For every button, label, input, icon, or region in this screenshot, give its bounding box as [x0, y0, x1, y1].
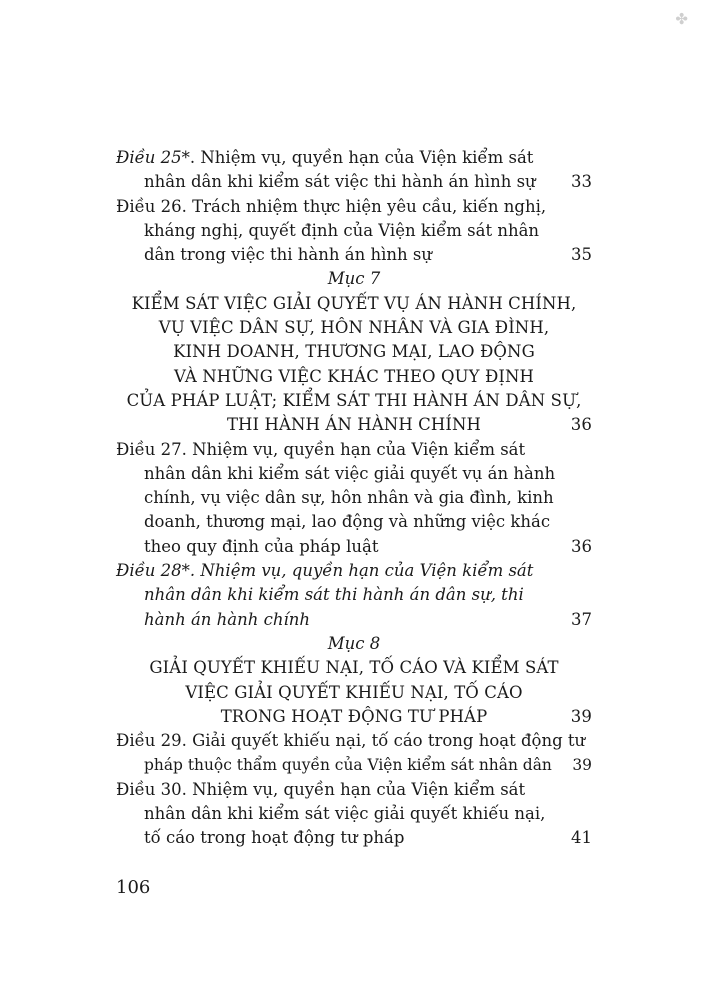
toc-text: hành án hành chính	[144, 609, 311, 629]
watermark-icon: ✤	[675, 10, 688, 28]
toc-line	[116, 535, 592, 559]
page-ref: 33	[571, 172, 592, 192]
toc-text: tố cáo trong hoạt động tư pháp	[144, 828, 405, 848]
toc-text: nhân dân khi kiểm sát việc giải quyết khiếu nại,	[144, 804, 546, 824]
toc-text: Điều 26. Trách nhiệm thực hiện yêu cầu, kiến nghị,	[116, 196, 547, 216]
toc-line	[116, 608, 592, 632]
toc-line	[116, 195, 592, 219]
table-of-contents	[116, 146, 592, 851]
toc-text: pháp thuộc thẩm quyền của Viện kiểm sát nhân dân	[144, 756, 552, 775]
toc-text: dân trong việc thi hành án hình sự	[144, 245, 432, 265]
toc-line	[116, 583, 592, 607]
section-heading-line: KIỂM SÁT VIỆC GIẢI QUYẾT VỤ ÁN HÀNH CHÍNH,	[131, 293, 577, 313]
toc-text: TRONG HOẠT ĐỘNG TƯ PHÁP	[220, 706, 488, 726]
toc-text: Điều 27. Nhiệm vụ, quyền hạn của Viện kiểm sát	[116, 439, 526, 459]
section-heading-line: VÀ NHỮNG VIỆC KHÁC THEO QUY ĐỊNH	[173, 366, 535, 386]
toc-text: nhân dân khi kiểm sát việc thi hành án hình sự	[144, 172, 536, 192]
section-heading-line: CỦA PHÁP LUẬT; KIỂM SÁT THI HÀNH ÁN DÂN SỰ,	[126, 390, 582, 410]
section-heading-line	[116, 705, 592, 729]
toc-text: Điều 28*. Nhiệm vụ, quyền hạn của Viện kiểm sát	[116, 561, 534, 581]
toc-text: nhân dân khi kiểm sát thi hành án dân sự, thi	[144, 585, 524, 605]
toc-line	[116, 438, 592, 462]
section-heading-line: VỤ VIỆC DÂN SỰ, HÔN NHÂN VÀ GIA ĐÌNH,	[158, 318, 550, 338]
toc-line	[116, 559, 592, 583]
toc-line	[116, 219, 592, 243]
page-ref: 41	[571, 828, 592, 848]
toc-line	[116, 753, 592, 777]
article-label: Điều 25*	[116, 148, 190, 167]
toc-line	[116, 146, 592, 170]
page-ref: 39	[572, 756, 592, 775]
toc-line	[116, 778, 592, 802]
toc-line	[116, 826, 592, 850]
section-heading-line: VIỆC GIẢI QUYẾT KHIẾU NẠI, TỐ CÁO	[185, 682, 523, 702]
toc-text: . Nhiệm vụ, quyền hạn của Viện kiểm sát	[189, 148, 534, 167]
toc-text: chính, vụ việc dân sự, hôn nhân và gia đình, kinh	[144, 488, 554, 508]
toc-line	[116, 802, 592, 826]
toc-text: nhân dân khi kiểm sát việc giải quyết vụ án hành	[144, 463, 556, 483]
section-heading-line: GIẢI QUYẾT KHIẾU NẠI, TỐ CÁO VÀ KIỂM SÁT	[149, 658, 559, 678]
toc-line	[116, 462, 592, 486]
toc-text: THI HÀNH ÁN HÀNH CHÍNH	[226, 415, 482, 435]
toc-text: theo quy định của pháp luật	[144, 536, 379, 556]
page-ref: 39	[570, 706, 592, 726]
toc-line	[116, 243, 592, 267]
page-ref: 36	[570, 415, 592, 435]
section-label: Mục 8	[327, 633, 381, 653]
section-heading-line	[116, 413, 592, 437]
page-ref: 37	[571, 609, 592, 629]
section-label: Mục 7	[327, 269, 381, 289]
toc-line	[116, 170, 592, 194]
toc-text: Điều 30. Nhiệm vụ, quyền hạn của Viện kiểm sát	[116, 779, 526, 799]
page-ref: 36	[571, 536, 592, 556]
toc-line	[116, 486, 592, 510]
page-number: 106	[116, 877, 151, 898]
toc-text: kháng nghị, quyết định của Viện kiểm sát nhân	[144, 220, 540, 240]
toc-line	[116, 729, 592, 753]
page-ref: 35	[571, 245, 592, 265]
toc-line	[116, 510, 592, 534]
toc-text: doanh, thương mại, lao động và những việc khác	[144, 512, 551, 532]
section-heading-line: KINH DOANH, THƯƠNG MẠI, LAO ĐỘNG	[173, 342, 535, 362]
toc-text: Điều 29. Giải quyết khiếu nại, tố cáo trong hoạt động tư	[116, 731, 586, 751]
